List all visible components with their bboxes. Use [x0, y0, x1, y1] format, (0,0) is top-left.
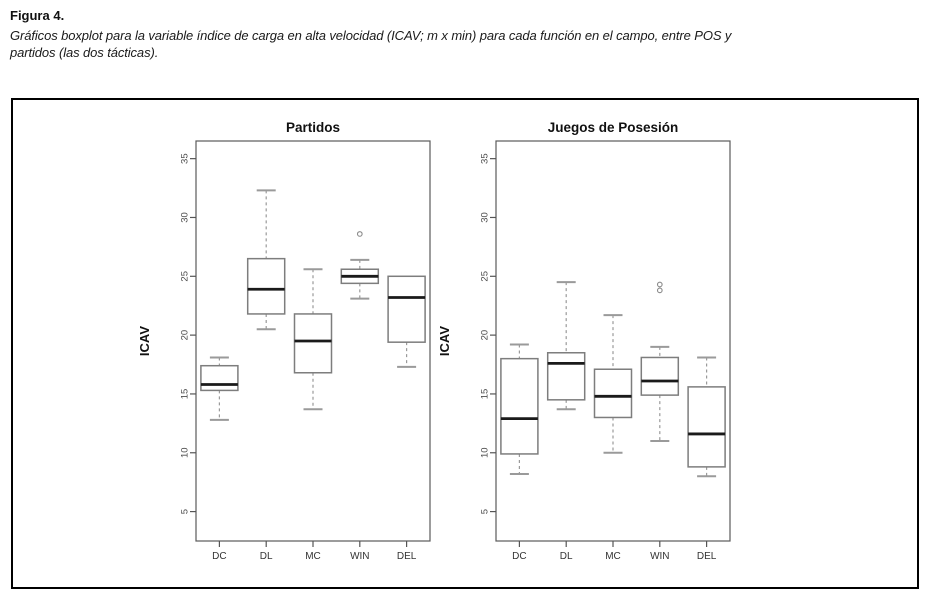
boxplot-del [388, 276, 425, 367]
caption-line-2: partidos (las dos tácticas). [10, 45, 159, 60]
iqr-box [501, 359, 538, 454]
boxplot-mc [595, 315, 632, 453]
y-tick-label: 35 [179, 153, 191, 164]
figure-frame [11, 98, 919, 589]
figure-caption [10, 27, 870, 61]
boxplot-win [341, 232, 378, 299]
y-tick-label: 10 [479, 447, 491, 459]
x-tick-label: DEL [696, 551, 717, 562]
panel-partidos [137, 120, 430, 562]
y-tick-label: 15 [179, 388, 191, 400]
panel-title: Partidos [285, 120, 341, 135]
x-tick-label: WIN [350, 551, 370, 562]
outlier-point [658, 288, 663, 293]
x-tick-label: DEL [396, 551, 417, 562]
y-tick-label: 5 [479, 508, 491, 515]
x-tick-label: DC [212, 551, 227, 562]
y-tick-label: 15 [479, 388, 491, 400]
x-tick-label: WIN [650, 551, 670, 562]
figure-label: Figura 4. [10, 8, 65, 23]
y-tick-label: 30 [179, 212, 191, 223]
y-tick-label: 25 [179, 271, 191, 282]
outlier-point [658, 282, 663, 287]
boxplot-figure [13, 100, 917, 587]
x-tick-label: DL [259, 551, 273, 562]
x-tick-label: MC [605, 551, 621, 562]
y-tick-label: 5 [179, 508, 191, 515]
iqr-box [295, 314, 332, 373]
y-tick-label: 20 [179, 329, 191, 341]
boxplot-dc [201, 357, 238, 419]
boxplot-win [641, 282, 678, 441]
boxplot-del [688, 357, 725, 476]
caption-line-1: Gráficos boxplot para la variable índice de carga en alta velocidad (ICAV; m x min) para cada función en el campo, entre POS y [10, 28, 732, 43]
boxplot-dl [248, 190, 285, 329]
x-tick-label: DL [559, 551, 573, 562]
y-tick-label: 25 [479, 271, 491, 282]
y-axis-label: ICAV [137, 325, 152, 357]
iqr-box [548, 353, 585, 400]
panel-juegos-de-posesión [437, 120, 730, 562]
iqr-box [201, 366, 238, 391]
iqr-box [595, 369, 632, 417]
panel-title: Juegos de Posesión [547, 120, 679, 135]
y-tick-label: 35 [479, 153, 491, 164]
iqr-box [688, 387, 725, 467]
y-axis-label: ICAV [437, 325, 452, 357]
boxplot-dc [501, 345, 538, 474]
boxplot-dl [548, 282, 585, 409]
x-tick-label: MC [305, 551, 321, 562]
y-tick-label: 10 [179, 447, 191, 459]
iqr-box [388, 276, 425, 342]
x-tick-label: DC [512, 551, 527, 562]
y-tick-label: 30 [479, 212, 491, 223]
iqr-box [641, 357, 678, 395]
boxplot-mc [295, 269, 332, 409]
iqr-box [248, 259, 285, 314]
y-tick-label: 20 [479, 329, 491, 341]
outlier-point [358, 232, 363, 237]
